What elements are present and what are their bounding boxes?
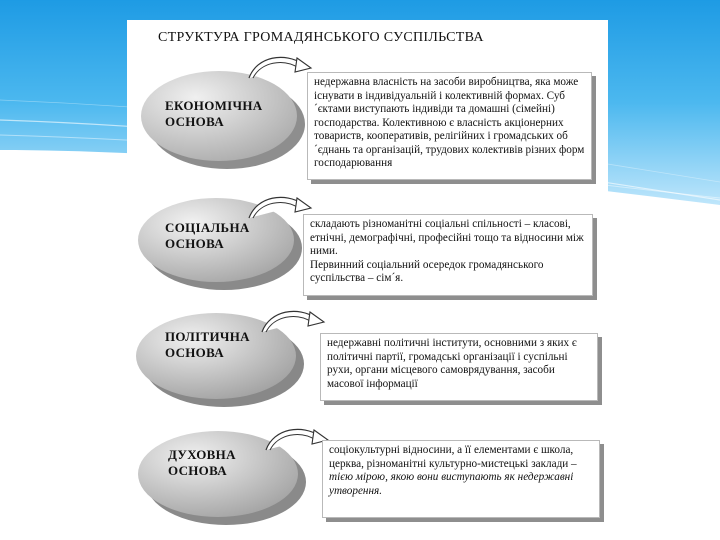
- arrow-icon: [245, 50, 315, 82]
- social-label: СОЦІАЛЬНА ОСНОВА: [165, 220, 250, 251]
- political-description: недержавні політичні інститути, основними з яких є політичні партії, громадські організації і суспільні рухи, органи місцевого самоврядування, засоби масової інформації: [320, 333, 598, 401]
- spiritual-label: ДУХОВНА ОСНОВА: [168, 447, 236, 478]
- diagram-title: СТРУКТУРА ГРОМАДЯНСЬКОГО СУСПІЛЬСТВА: [158, 30, 484, 45]
- social-description: складають різноманітні соціальні спільності – класові, етнічні, демографічні, професійні тощо та відносини між ними. Первинний соціальний осередок громадянського суспільства – сім´я.: [303, 214, 593, 296]
- spiritual-description: соціокультурні відносини, а її елементами є школа, церква, різноманітні культурно-мистецькі заклади – тією мірою, якою вони виступають як недержавні утворення.: [322, 440, 600, 518]
- political-label: ПОЛІТИЧНА ОСНОВА: [165, 329, 250, 360]
- arrow-icon: [258, 304, 328, 336]
- economic-description: недержавна власність на засоби виробництва, яка може існувати в індивідуальній і колективній формах. Суб´єктами виступають індивіди та домашні (сімейні) господарства. Колективною є власність акціонерних товариств, кооперативів, релігійних і громадських об´єднань та організацій, трудових колективів різних форм господарювання: [307, 72, 592, 180]
- economic-label: ЕКОНОМІЧНА ОСНОВА: [165, 98, 263, 129]
